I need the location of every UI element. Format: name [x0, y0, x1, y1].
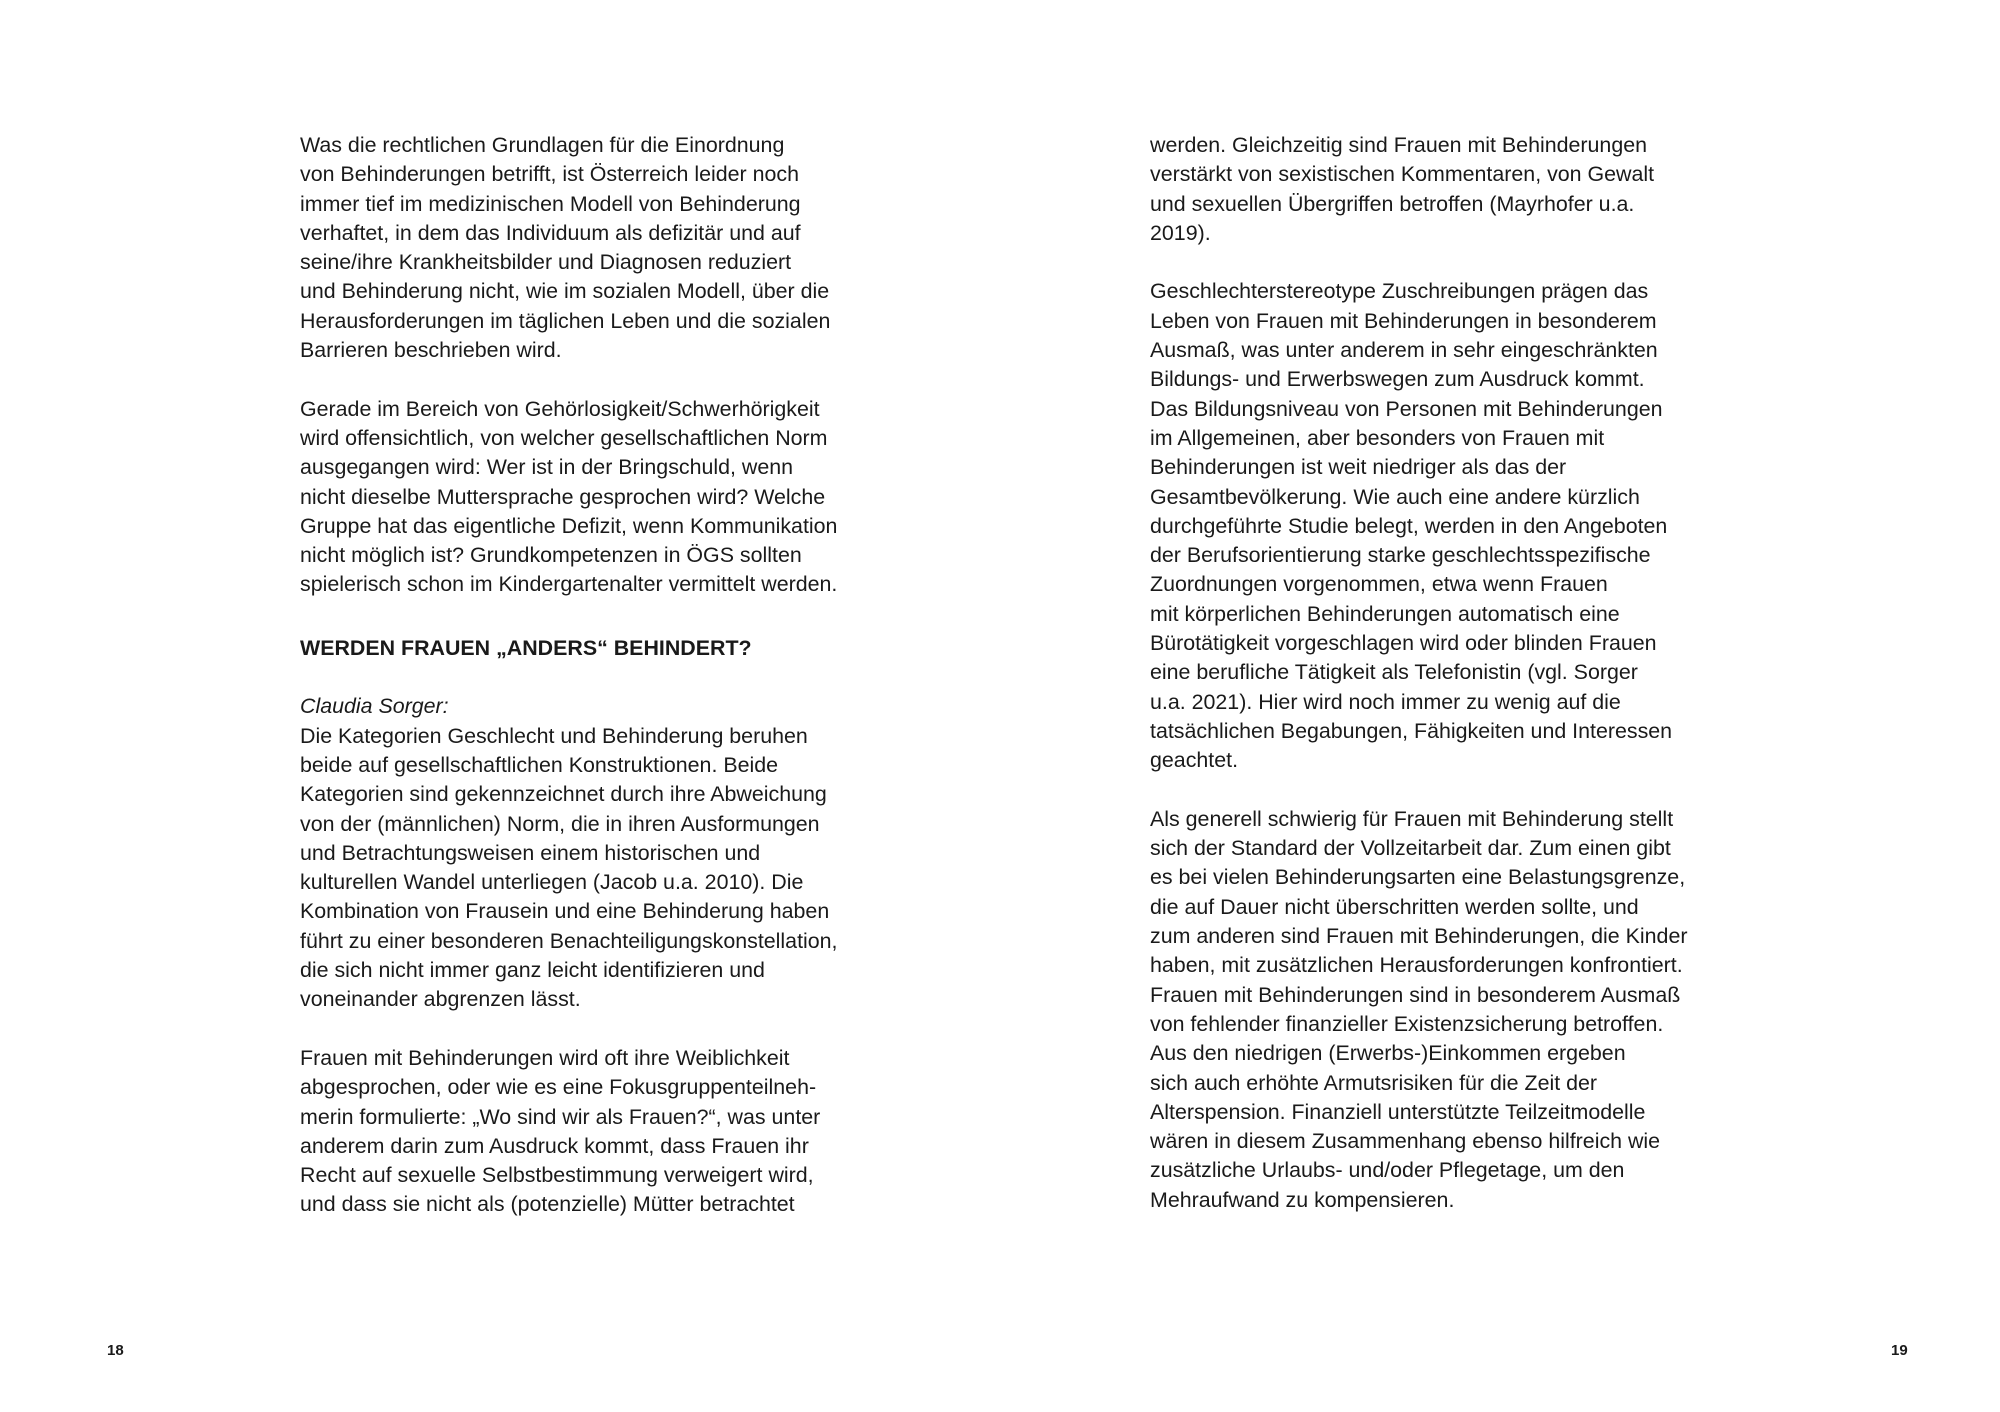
text-line: sich auch erhöhte Armutsrisiken für die Zeit der: [1150, 1070, 1598, 1095]
text-line: der Berufsorientierung starke geschlechtsspezifische: [1150, 543, 1651, 568]
page-number-left: 18: [107, 1342, 124, 1359]
text-line: es bei vielen Behinderungsarten eine Belastungsgrenze,: [1150, 865, 1686, 890]
text-line: Frauen mit Behinderungen wird oft ihre Weiblichkeit: [300, 1045, 790, 1070]
text-line: Ausmaß, was unter anderem in sehr eingeschränkten: [1150, 338, 1658, 363]
text-line: Leben von Frauen mit Behinderungen in besonderem: [1150, 308, 1657, 333]
text-line: Bürotätigkeit vorgeschlagen wird oder blinden Frauen: [1150, 631, 1657, 656]
text-line: Die Kategorien Geschlecht und Behinderung beruhen: [300, 723, 808, 748]
text-line: und dass sie nicht als (potenzielle) Mütter betrachtet: [300, 1192, 795, 1217]
text-line: Bildungs- und Erwerbswegen zum Ausdruck kommt.: [1150, 367, 1645, 392]
left-paragraph-2: [300, 395, 900, 600]
text-line: spielerisch schon im Kindergartenalter vermittelt werden.: [300, 572, 838, 597]
text-line: seine/ihre Krankheitsbilder und Diagnosen reduziert: [300, 250, 792, 275]
text-line: Gruppe hat das eigentliche Defizit, wenn Kommunikation: [300, 513, 838, 538]
text-line: voneinander abgrenzen lässt.: [300, 987, 581, 1012]
left-text-column: [300, 131, 900, 1249]
text-line: Gerade im Bereich von Gehörlosigkeit/Schwerhörigkeit: [300, 396, 820, 421]
text-line: die sich nicht immer ganz leicht identifizieren und: [300, 958, 765, 983]
text-line: Kombination von Frausein und eine Behinderung haben: [300, 899, 830, 924]
right-paragraph-2: [1150, 277, 1770, 775]
text-line: Herausforderungen im täglichen Leben und die sozialen: [300, 308, 831, 333]
text-line: u.a. 2021). Hier wird noch immer zu wenig auf die: [1150, 689, 1621, 714]
text-line: Geschlechterstereotype Zuschreibungen prägen das: [1150, 279, 1649, 304]
page-number-right: 19: [1891, 1342, 1908, 1359]
text-line: werden. Gleichzeitig sind Frauen mit Behinderungen: [1150, 133, 1648, 157]
author-name: Claudia Sorger:: [300, 694, 449, 719]
text-line: führt zu einer besonderen Benachteiligungskonstellation,: [300, 928, 838, 953]
text-line: durchgeführte Studie belegt, werden in den Angeboten: [1150, 513, 1668, 538]
text-line: immer tief im medizinischen Modell von Behinderung: [300, 191, 801, 216]
text-line: Aus den niedrigen (Erwerbs-)Einkommen ergeben: [1150, 1041, 1626, 1066]
text-line: zusätzliche Urlaubs- und/oder Pflegetage, um den: [1150, 1158, 1625, 1183]
text-line: und Behinderung nicht, wie im sozialen Modell, über die: [300, 279, 830, 304]
text-line: Behinderungen ist weit niedriger als das der: [1150, 455, 1567, 480]
left-paragraph-1: [300, 131, 900, 365]
right-text-column: [1150, 131, 1770, 1244]
text-line: merin formulierte: „Wo sind wir als Frauen?“, was unter: [300, 1104, 821, 1129]
text-line: Gesamtbevölkerung. Wie auch eine andere kürzlich: [1150, 484, 1640, 509]
text-line: Frauen mit Behinderungen sind in besonderem Ausmaß: [1150, 982, 1681, 1007]
text-line: Recht auf sexuelle Selbstbestimmung verweigert wird,: [300, 1163, 814, 1188]
text-line: verhaftet, in dem das Individuum als defizitär und auf: [300, 220, 801, 245]
text-line: sich der Standard der Vollzeitarbeit dar. Zum einen gibt: [1150, 836, 1671, 861]
text-line: von der (männlichen) Norm, die in ihren Ausformungen: [300, 811, 820, 836]
text-line: Kategorien sind gekennzeichnet durch ihre Abweichung: [300, 782, 827, 807]
text-line: Zuordnungen vorgenommen, etwa wenn Frauen: [1150, 572, 1608, 597]
text-line: beide auf gesellschaftlichen Konstruktionen. Beide: [300, 752, 779, 777]
text-line: im Allgemeinen, aber besonders von Frauen mit: [1150, 425, 1605, 450]
text-line: Was die rechtlichen Grundlagen für die Einordnung: [300, 133, 785, 157]
text-line: Als generell schwierig für Frauen mit Behinderung stellt: [1150, 806, 1674, 831]
text-line: kulturellen Wandel unterliegen (Jacob u.a. 2010). Die: [300, 870, 804, 895]
text-line: nicht möglich ist? Grundkompetenzen in ÖGS sollten: [300, 543, 802, 568]
text-line: die auf Dauer nicht überschritten werden sollte, und: [1150, 894, 1639, 919]
text-line: haben, mit zusätzlichen Herausforderungen konfrontiert.: [1150, 953, 1683, 978]
text-line: mit körperlichen Behinderungen automatisch eine: [1150, 601, 1620, 626]
right-page: [1000, 0, 2000, 1412]
text-line: anderem darin zum Ausdruck kommt, dass Frauen ihr: [300, 1133, 809, 1158]
left-paragraph-4: [300, 1044, 900, 1220]
text-line: von fehlender finanzieller Existenzsicherung betroffen.: [1150, 1011, 1664, 1036]
text-line: von Behinderungen betrifft, ist Österreich leider noch: [300, 162, 800, 187]
text-line: wären in diesem Zusammenhang ebenso hilfreich wie: [1150, 1129, 1661, 1154]
text-line: Alterspension. Finanziell unterstützte Teilzeitmodelle: [1150, 1099, 1646, 1124]
right-paragraph-1: [1150, 131, 1770, 248]
left-paragraph-3: [300, 722, 900, 1015]
text-line: eine berufliche Tätigkeit als Telefonistin (vgl. Sorger: [1150, 660, 1638, 685]
text-line: nicht dieselbe Muttersprache gesprochen wird? Welche: [300, 484, 826, 509]
text-line: Mehraufwand zu kompensieren.: [1150, 1187, 1455, 1212]
section-heading: WERDEN FRAUEN „ANDERS“ BEHINDERT?: [300, 635, 752, 660]
text-line: abgesprochen, oder wie es eine Fokusgruppenteilneh-: [300, 1075, 817, 1100]
text-line: zum anderen sind Frauen mit Behinderungen, die Kinder: [1150, 924, 1688, 949]
text-line: Barrieren beschrieben wird.: [300, 338, 562, 363]
text-line: 2019).: [1150, 220, 1211, 245]
text-line: verstärkt von sexistischen Kommentaren, von Gewalt: [1150, 162, 1655, 187]
text-line: wird offensichtlich, von welcher gesellschaftlichen Norm: [300, 425, 828, 450]
text-line: Das Bildungsniveau von Personen mit Behinderungen: [1150, 396, 1663, 421]
text-line: geachtet.: [1150, 748, 1239, 773]
text-line: tatsächlichen Begabungen, Fähigkeiten und Interessen: [1150, 718, 1673, 743]
right-paragraph-3: [1150, 805, 1770, 1215]
text-line: ausgegangen wird: Wer ist in der Bringschuld, wenn: [300, 455, 794, 480]
text-line: und sexuellen Übergriffen betroffen (Mayrhofer u.a.: [1150, 191, 1635, 216]
text-line: und Betrachtungsweisen einem historischen und: [300, 840, 761, 865]
